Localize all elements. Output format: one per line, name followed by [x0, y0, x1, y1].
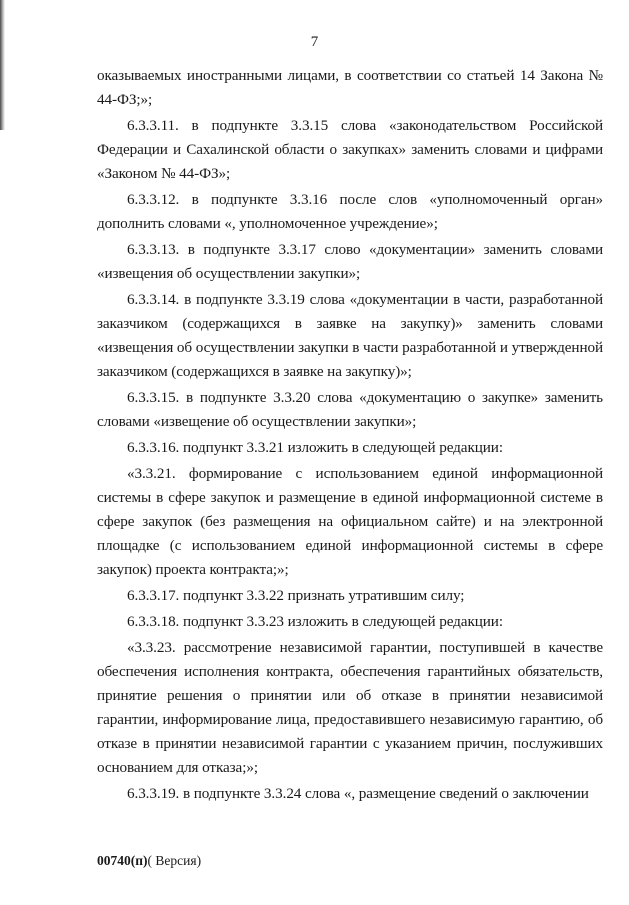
paragraph-6-3-3-14: 6.3.3.14. в подпункте 3.3.19 слова «документации в части, разработанной заказчиком (содержащихся в заявке на закупку)» заменить словами «извещения об осуществлении закупки в части разработанной и утвержденной заказчиком (содержащихся в заявке на закупку)»; — [97, 291, 603, 380]
paragraph-6-3-3-18: 6.3.3.18. подпункт 3.3.23 изложить в следующей редакции: — [127, 613, 503, 630]
paragraph-6-3-3-15: 6.3.3.15. в подпункте 3.3.20 слова «документацию о закупке» заменить словами «извещение об осуществлении закупки»; — [97, 389, 603, 430]
page-number: 7 — [310, 34, 319, 50]
document-code: 00740(п) — [97, 853, 148, 868]
quoted-subpoint-3-3-23: «3.3.23. рассмотрение независимой гарантии, поступившей в качестве обеспечения исполнения контракта, обеспечения гарантийных обязательств, принятие решения о принятии или об отказе в принятии независимой гарантии, информирование лица, предоставившего независимую гарантию, об отказе в принятии независимой гарантии с указанием причин, послуживших основанием для отказа;»; — [97, 639, 603, 776]
paragraph-6-3-3-11: 6.3.3.11. в подпункте 3.3.15 слова «законодательством Российской Федерации и Сахалинской области о закупках» заменить словами и цифрами «Законом № 44-ФЗ»; — [97, 117, 603, 182]
paragraph-6-3-3-13: 6.3.3.13. в подпункте 3.3.17 слово «документации» заменить словами «извещения об осуществлении закупки»; — [97, 241, 603, 282]
paragraph-6-3-3-12: 6.3.3.12. в подпункте 3.3.16 после слов «уполномоченный орган» дополнить словами «, уполномоченное учреждение»; — [97, 191, 603, 232]
paragraph-continuation: оказываемых иностранными лицами, в соответствии со статьей 14 Закона № 44-ФЗ;»; — [97, 67, 603, 108]
document-body — [97, 64, 603, 806]
scan-edge-shadow — [0, 0, 5, 130]
document-footer — [97, 853, 201, 869]
paragraph-6-3-3-16: 6.3.3.16. подпункт 3.3.21 изложить в следующей редакции: — [127, 439, 503, 456]
paragraph-6-3-3-17: 6.3.3.17. подпункт 3.3.22 признать утратившим силу; — [127, 587, 465, 604]
paragraph-6-3-3-19: 6.3.3.19. в подпункте 3.3.24 слова «, размещение сведений о заключении — [127, 785, 589, 802]
quoted-subpoint-3-3-21: «3.3.21. формирование с использованием единой информационной системы в сфере закупок и размещение в единой информационной системе в сфере закупок (без размещения на официальном сайте) и на электронной площадке (с использованием единой информационной системы в сфере закупок) проекта контракта;»; — [97, 465, 603, 578]
document-version: ( Версия) — [147, 853, 202, 868]
